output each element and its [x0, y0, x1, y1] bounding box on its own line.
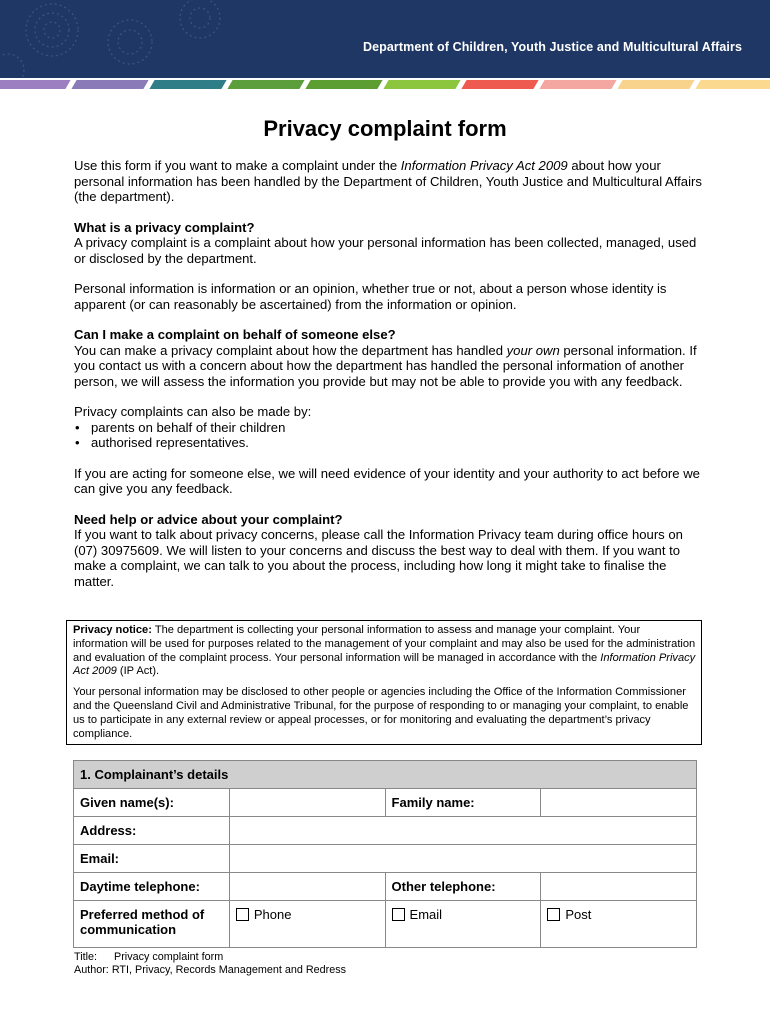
stripe	[695, 80, 770, 89]
given-name-label: Given name(s):	[74, 789, 230, 817]
notice-paragraph: Privacy notice: The department is collecting your personal information to assess and manage your complaint. Your information will be used for purposes related to the management of your complaint and may also be used for the administration and evaluation of the complaint process. Your personal information will be managed in accordance with the Information Privacy Act 2009 (IP Act).	[73, 624, 696, 678]
footer-author: Author: RTI, Privacy, Records Management and Redress	[74, 964, 347, 976]
email-field[interactable]	[229, 845, 696, 873]
color-stripes	[0, 80, 770, 89]
complainant-details-table	[73, 760, 697, 948]
behalf-text: You can make a privacy complaint about how the department has handled your own personal information. If you contact us with a concern about how the department has handled the personal information of another person, we will assess the information you provide but may not be able to provide you with any feedback.	[74, 342, 697, 389]
stripe	[305, 80, 382, 89]
help-text: If you want to talk about privacy concerns, please call the Information Privacy team during office hours on (07) 30975609. We will listen to your concerns and discuss the best way to deal with them. If you want to make a complaint, we can talk to you about the process, including how long it might take to finalise the matter.	[74, 527, 683, 589]
stripe	[617, 80, 694, 89]
other-phone-field[interactable]	[541, 873, 697, 901]
list-item: • parents on behalf of their children	[75, 419, 286, 435]
stripe	[383, 80, 460, 89]
family-name-label: Family name:	[385, 789, 541, 817]
stripe	[71, 80, 148, 89]
footer-title: Title: Privacy complaint form	[74, 951, 224, 963]
family-name-field[interactable]	[541, 789, 697, 817]
section-heading: 1. Complainant’s details	[74, 761, 697, 789]
daytime-phone-field[interactable]	[229, 873, 385, 901]
email-label: Email:	[74, 845, 230, 873]
stripe	[539, 80, 616, 89]
what-text: A privacy complaint is a complaint about how your personal information has been collected, managed, used or disclosed by the department.	[74, 235, 697, 266]
post-option[interactable]: Post	[541, 901, 697, 948]
daytime-phone-label: Daytime telephone:	[74, 873, 230, 901]
address-field[interactable]	[229, 817, 696, 845]
bullet-list	[74, 420, 702, 451]
document-footer	[74, 951, 346, 977]
given-name-field[interactable]	[229, 789, 385, 817]
notice-paragraph: Your personal information may be disclosed to other people or agencies including the Office of the Information Commissioner and the Queensland Civil and Administrative Tribunal, for the purpose of responding to or managing your complaint, to enable us to participate in any external review or appeal processes, or for monitoring and evaluating the department’s privacy compliance.	[73, 686, 689, 740]
evidence-text: If you are acting for someone else, we will need evidence of your identity and your authority to act before we can give you any feedback.	[74, 465, 700, 496]
intro-paragraph: Use this form if you want to make a complaint under the Information Privacy Act 2009 about how your personal information has been handled by the Department of Children, Youth Justice and Multicultural Affairs (the department).	[74, 158, 702, 204]
phone-checkbox[interactable]	[236, 908, 249, 921]
other-phone-label: Other telephone:	[385, 873, 541, 901]
form-intro	[74, 158, 702, 604]
stripe	[149, 80, 226, 89]
phone-option[interactable]: Phone	[229, 901, 385, 948]
page-title: Privacy complaint form	[263, 116, 507, 141]
address-label: Address:	[74, 817, 230, 845]
list-item: • authorised representatives.	[75, 435, 249, 450]
email-option[interactable]: Email	[385, 901, 541, 948]
list-intro: Privacy complaints can also be made by:	[74, 404, 312, 419]
stripe	[461, 80, 538, 89]
behalf-heading: Can I make a complaint on behalf of someone else?	[74, 327, 396, 342]
decorative-pattern	[0, 0, 240, 78]
what-heading: What is a privacy complaint?	[74, 219, 255, 235]
header-banner	[0, 0, 770, 78]
post-checkbox[interactable]	[547, 908, 560, 921]
privacy-notice	[66, 620, 702, 745]
definition-text: Personal information is information or an opinion, whether true or not, about a person whose identity is apparent (or can reasonably be ascertained) from the information or opinion.	[74, 281, 667, 312]
preferred-method-label: Preferred method of communication	[74, 901, 230, 948]
department-name: Department of Children, Youth Justice and Multicultural Affairs	[362, 40, 742, 54]
stripe	[227, 80, 304, 89]
stripe	[0, 80, 71, 89]
help-heading: Need help or advice about your complaint?	[74, 511, 343, 527]
email-checkbox[interactable]	[392, 908, 405, 921]
